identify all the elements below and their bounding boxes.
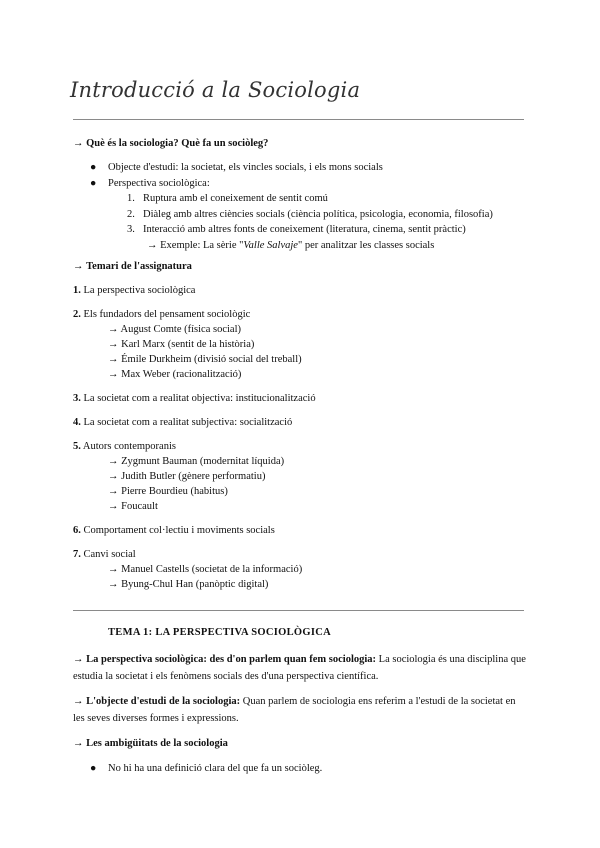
syllabus-subitem: → Zygmunt Bauman (modernitat líquida) bbox=[108, 456, 285, 467]
paragraph: → Les ambigüitats de la sociologia bbox=[73, 738, 228, 749]
syllabus-subitem: → Émile Durkheim (divisió social del treball) bbox=[108, 354, 302, 365]
section-what-is-sociology bbox=[73, 136, 528, 253]
syllabus-item: 6. Comportament col·lectiu i moviments socials bbox=[73, 525, 275, 536]
syllabus-subitem: → Judith Butler (gènere performatiu) bbox=[108, 471, 266, 482]
section-syllabus bbox=[73, 259, 528, 592]
example-line: → Exemple: La sèrie "Valle Salvaje" per analitzar les classes socials bbox=[147, 239, 435, 251]
list-item: ● Objecte d'estudi: la societat, els vincles socials, i els mons socials bbox=[90, 162, 383, 173]
divider bbox=[73, 119, 524, 120]
paragraph: → La perspectiva sociològica: des d'on parlem quan fem sociologia: La sociologia és una disciplina que estudia la societat i els fenòmens socials des d'una perspectiva científica. bbox=[73, 654, 526, 682]
syllabus-item: 4. La societat com a realitat subjectiva: socialització bbox=[73, 417, 293, 428]
syllabus-subitem: → Max Weber (racionalització) bbox=[108, 369, 242, 380]
list-item: ● No hi ha una definició clara del que fa un sociòleg. bbox=[90, 763, 323, 774]
paragraph: → L'objecte d'estudi de la sociologia: Quan parlem de sociologia ens referim a l'estudi de la societat en les seves diverses formes i expressions. bbox=[73, 696, 516, 724]
syllabus-subitem: → August Comte (física social) bbox=[108, 324, 241, 335]
numbered-item: 3. Interacció amb altres fonts de coneixement (literatura, cinema, sentit pràctic) bbox=[127, 224, 466, 235]
syllabus-item: 2. Els fundadors del pensament sociològic bbox=[73, 309, 251, 320]
section-heading: → Temari de l'assignatura bbox=[73, 261, 192, 272]
syllabus-item: 3. La societat com a realitat objectiva: institucionalització bbox=[73, 393, 316, 404]
chapter-body bbox=[73, 651, 528, 777]
divider bbox=[73, 610, 524, 611]
syllabus-item: 5. Autors contemporanis bbox=[73, 441, 176, 452]
syllabus-item: 1. La perspectiva sociològica bbox=[73, 285, 196, 296]
syllabus-subitem: → Karl Marx (sentit de la història) bbox=[108, 339, 255, 350]
syllabus-subitem: → Byung-Chul Han (panòptic digital) bbox=[108, 579, 269, 590]
syllabus-subitem: → Manuel Castells (societat de la informació) bbox=[108, 564, 303, 575]
numbered-item: 2. Diàleg amb altres ciències socials (ciència política, psicologia, economia, filosofia) bbox=[127, 208, 493, 220]
section-heading: → Què és la sociologia? Què fa un sociòleg? bbox=[73, 138, 269, 149]
numbered-item: 1. Ruptura amb el coneixement de sentit comú bbox=[127, 193, 328, 204]
syllabus-subitem: → Foucault bbox=[108, 501, 158, 512]
document-title: Introducció a la Sociologia bbox=[70, 78, 361, 102]
syllabus-subitem: → Pierre Bourdieu (habitus) bbox=[108, 486, 228, 497]
list-item: ● Perspectiva sociològica: bbox=[90, 177, 210, 189]
syllabus-item: 7. Canvi social bbox=[73, 549, 136, 560]
chapter-title: TEMA 1: LA PERSPECTIVA SOCIOLÒGICA bbox=[108, 627, 331, 638]
